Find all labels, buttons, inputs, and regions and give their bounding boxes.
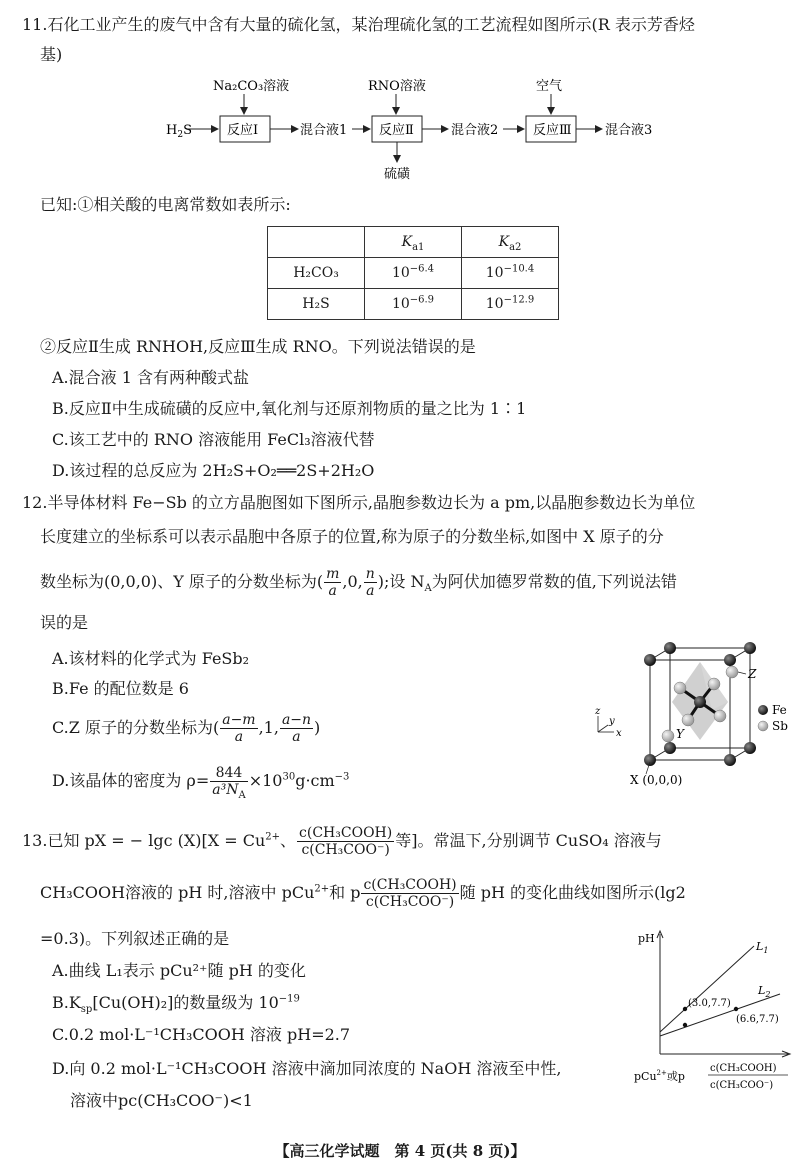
- q13-line2: CH₃COOH溶液的 pH 时,溶液中 pCu$^{2+}$和 p $\frac{\text{c(CH₃COOH)}}{\text{c(CH₃COO⁻)}}$ 随 pH 的变化曲线如图所示(lg2: [40, 877, 686, 910]
- q12-line1: 12.半导体材料 Fe−Sb 的立方晶胞图如下图所示,晶胞参数边长为 a pm,以晶胞参数边长为单位: [22, 493, 696, 512]
- q12-option-b: B.Fe 的配位数是 6: [52, 679, 189, 698]
- flow-r2: 反应Ⅱ: [379, 123, 414, 138]
- q11-known: 已知:①相关酸的电离常数如表所示:: [40, 195, 291, 214]
- ka-header-2: $K_{a2}$: [462, 227, 559, 258]
- flow-m1: 混合液1: [300, 123, 348, 138]
- q12-option-a: A.该材料的化学式为 FeSb₂: [52, 649, 250, 668]
- q13-option-d1: D.向 0.2 mol·L⁻¹CH₃COOH 溶液中滴加同浓度的 NaOH 溶液至中性,: [52, 1059, 562, 1078]
- legend-fe-marker: [758, 705, 768, 715]
- point-label-l2: (6.6,7.7): [736, 1014, 779, 1025]
- x-axis-frac-num: c(CH₃COOH): [710, 1063, 777, 1074]
- ph-chart: [628, 928, 796, 1100]
- q13-option-c: C.0.2 mol·L⁻¹CH₃COOH 溶液 pH=2.7: [52, 1025, 351, 1044]
- x-axis-frac-den: c(CH₃COO⁻): [710, 1080, 774, 1091]
- ka-row1-ka2: $10^{-10.4}$: [462, 258, 559, 289]
- legend-sb: Sb: [772, 719, 788, 733]
- series-label-l1: $L_1$: [756, 940, 769, 955]
- q11-option-c: C.该工艺中的 RNO 溶液能用 FeCl₃溶液代替: [52, 430, 375, 449]
- label-x-origin: X (0,0,0): [630, 773, 683, 787]
- flow-r1: 反应Ⅰ: [227, 123, 259, 138]
- ka-row1-name: H₂CO₃: [268, 258, 365, 289]
- ka-row2-ka1: $10^{-6.9}$: [365, 289, 462, 320]
- q11-option-b: B.反应Ⅱ中生成硫磺的反应中,氧化剂与还原剂物质的量之比为 1∶1: [52, 399, 527, 418]
- legend-sb-marker: [758, 721, 768, 731]
- q13-option-d2: 溶液中pc(CH₃COO⁻)<1: [70, 1091, 253, 1110]
- q11-flow-diagram: [0, 72, 800, 184]
- q13-line3: =0.3)。下列叙述正确的是: [40, 929, 230, 948]
- q12-line4: 误的是: [40, 613, 89, 632]
- ka-header-1: $K_{a1}$: [365, 227, 462, 258]
- flow-air: 空气: [536, 79, 563, 94]
- q12-line3: 数坐标为(0,0,0)、Y 原子的分数坐标为( $\frac{m}{a}$ ,0, $\frac{n}{a}$ );设 $N_A$为阿伏加德罗常数的值,下列说法错: [40, 566, 677, 599]
- q13-option-b: $B.K_{sp}[Cu(OH)_2]$的数量级为 $10^{-19}$: [52, 993, 300, 1016]
- q12-option-d: D.该晶体的密度为 ρ= $\frac{844}{a^3N_A}$ $\times 10^{30}g\cdot cm^{-3}$: [52, 765, 350, 801]
- flow-m3: 混合液3: [605, 123, 653, 138]
- q11-option-d: D.该过程的总反应为 2H₂S+O₂══2S+2H₂O: [52, 461, 375, 480]
- crystal-cell-figure: [590, 640, 795, 810]
- label-y: Y: [676, 727, 684, 741]
- q12-option-c: C.Z 原子的分数坐标为( $\frac{a-m}{a}$ ,1, $\frac{a-n}{a}$ ): [52, 712, 321, 745]
- label-z: Z: [748, 667, 757, 681]
- q11-line1: 11.石化工业产生的废气中含有大量的硫化氢，某治理硫化氢的工艺流程如图所示(R 表示芳香烃: [22, 15, 695, 34]
- svg-text:z: z: [595, 706, 601, 717]
- point-l1: [683, 1007, 687, 1011]
- x-axis-label: pCu$^{2+}$或p: [634, 1069, 685, 1083]
- q11-note2: ②反应Ⅱ生成 RNHOH,反应Ⅲ生成 RNO。下列说法错误的是: [40, 337, 476, 356]
- q13-line1: 13.已知 pX = − lgc $(X)[X = Cu^{2+}$、 $\frac{\text{c(CH₃COOH)}}{\text{c(CH₃COO⁻)}}$ 等]。常温下,分别调节 CuSO₄ 溶液与: [22, 825, 662, 858]
- y-axis-label: pH: [638, 932, 655, 945]
- q12-line2: 长度建立的坐标系可以表示晶胞中各原子的位置,称为原子的分数坐标,如图中 X 原子的分: [40, 527, 664, 546]
- point-l2-lower: [683, 1023, 687, 1027]
- point-label-l1: (3.0,7.7): [688, 998, 731, 1009]
- series-label-l2: $L_2$: [758, 984, 771, 999]
- ka-row2-name: H₂S: [268, 289, 365, 320]
- flow-na2co3: Na₂CO₃溶液: [213, 79, 290, 94]
- point-l2: [734, 1007, 738, 1011]
- page-footer: 【高三化学试题 第 4 页(共 8 页)】: [274, 1142, 526, 1160]
- flow-rno: RNO溶液: [368, 79, 426, 94]
- legend-fe: Fe: [772, 703, 787, 717]
- fe-atoms: [644, 642, 756, 766]
- flow-h2s: $H_2S$: [166, 123, 192, 140]
- flow-m2: 混合液2: [451, 123, 499, 138]
- svg-text:y: y: [609, 716, 615, 727]
- ka-table: [267, 226, 559, 320]
- ka-row2-ka2: $10^{-12.9}$: [462, 289, 559, 320]
- q11-line2: 基): [40, 45, 63, 64]
- flow-sulfur: 硫磺: [384, 167, 411, 182]
- q11-option-a: A.混合液 1 含有两种酸式盐: [52, 368, 249, 387]
- svg-text:x: x: [616, 728, 622, 739]
- q13-option-a: A.曲线 L₁表示 pCu²⁺随 pH 的变化: [52, 961, 306, 980]
- flow-r3: 反应Ⅲ: [533, 123, 572, 138]
- ka-row1-ka1: $10^{-6.4}$: [365, 258, 462, 289]
